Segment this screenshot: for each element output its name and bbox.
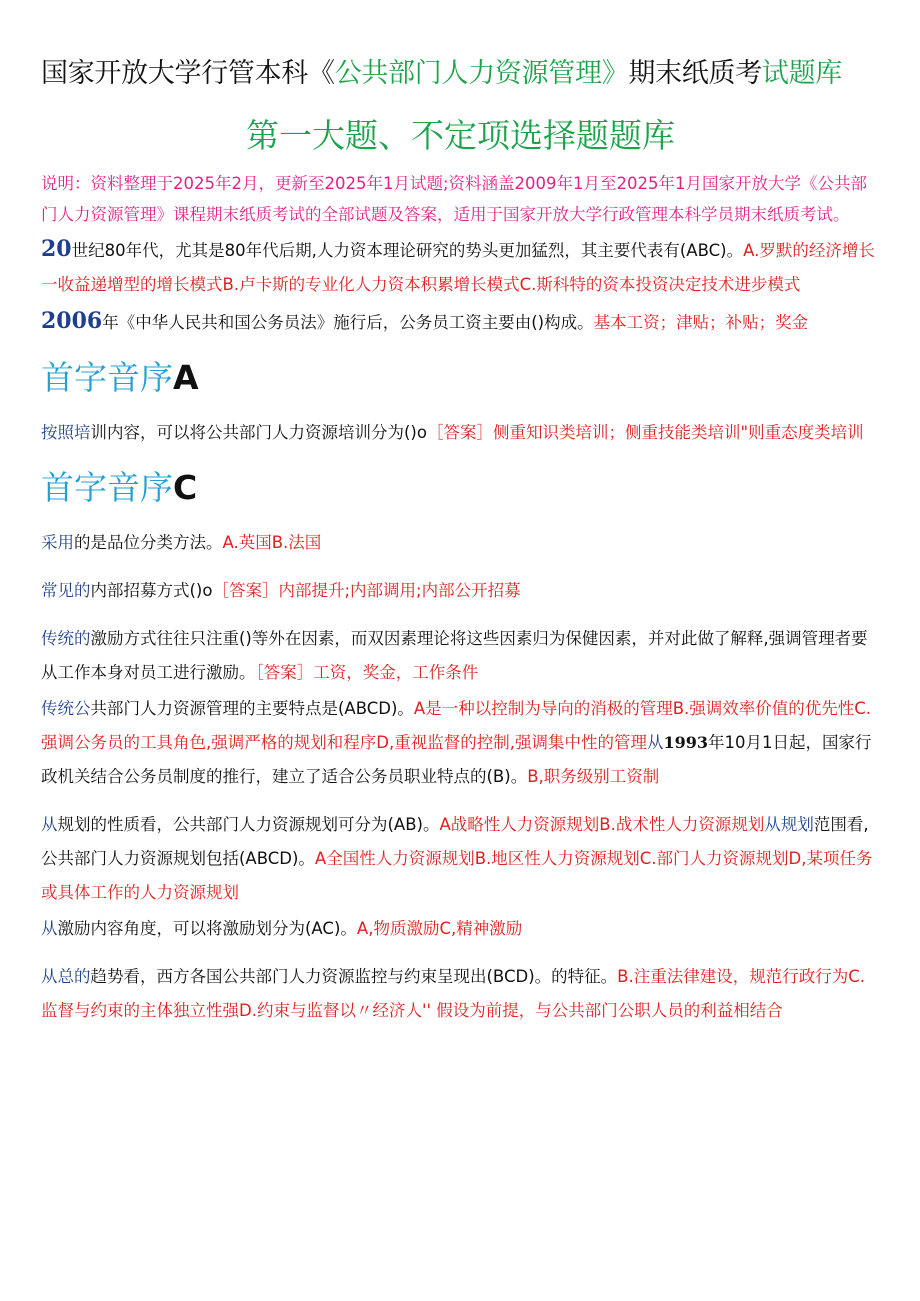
entry-question: 年《中华人民共和国公务员法》施行后，公务员工资主要由()构成。 xyxy=(102,313,594,332)
entry-lead-number: 1993 xyxy=(663,733,708,752)
entry-question: 共部门人力资源管理的主要特点是(ABCD)。 xyxy=(90,699,414,718)
entry-question: 的是品位分类方法。 xyxy=(74,533,223,552)
entry-20th-century xyxy=(41,232,880,302)
entry-lead: 按照培 xyxy=(41,423,91,442)
entry-question: 内部招募方式()o xyxy=(90,581,213,600)
entry-lead: 传统公 xyxy=(41,699,91,718)
entry-answer: A.英国B.法国 xyxy=(222,533,322,552)
entry-answer: ［答案］侧重知识类培训；侧重技能类培训"则重态度类培训 xyxy=(426,423,864,442)
entry-question: 年10月1日起，国家行政机关结合公务员制度的推行，建立了适合公务员职业特点的(B)。 xyxy=(41,733,872,786)
entry-question: 趋势看，西方各国公共部门人力资源监控与约束呈现出(BCD)。的特征。 xyxy=(90,967,618,986)
entry-lead: 从 xyxy=(41,919,58,938)
entry-answer: B,职务级别工资制 xyxy=(527,767,660,786)
entry-planning-nature xyxy=(41,808,880,910)
entry-lead: 2006 xyxy=(41,308,103,334)
title-part-2: 公共部门人力资源管理》 xyxy=(334,58,629,89)
entry-question: 训内容，可以将公共部门人力资源培训分为()o xyxy=(90,423,427,442)
entry-question: 激励方式往往只注重()等外在因素，而双因素理论将这些因素归为保健因素，并对此做了解释,强调管理者要从工作本身对员工进行激励。 xyxy=(41,629,868,682)
title-part-3: 期末纸质考 xyxy=(628,58,762,89)
title-part-1: 国家开放大学行管本科《 xyxy=(41,58,335,89)
entry-lead: 采用 xyxy=(41,533,74,552)
entry-training xyxy=(41,416,880,450)
document-title xyxy=(41,54,880,94)
title-part-4: 试题库 xyxy=(761,58,843,89)
entry-answer: ［答案］内部提升;内部调用;内部公开招募 xyxy=(212,581,521,600)
note-paragraph: 说明：资料整理于2025年2月，更新至2025年1月试题;资料涵盖2009年1月至2025年1月国家开放大学《公共部门人力资源管理》课程期末纸质考试的全部试题及答案，适用于国家开放大学行政管理本科学员期末纸质考试。 xyxy=(41,174,868,224)
entry-question: 规划的性质看，公共部门人力资源规划可分为(AB)。 xyxy=(57,815,440,834)
index-heading-letter: C xyxy=(173,468,198,507)
entry-answer: A.罗默的经济增长一收益递增型的增长模式B.卢卡斯的专业化人力资本积累增长模式C.斯科特的资本投资决定技术进步模式 xyxy=(41,241,875,294)
index-heading-text: 首字音序 xyxy=(41,468,173,507)
entry-western-trend xyxy=(41,960,880,1028)
entry-2006 xyxy=(41,304,880,340)
entry-lead: 常见的 xyxy=(41,581,91,600)
entry-traditional-incentives xyxy=(41,622,880,690)
entry-rank-classification xyxy=(41,526,880,560)
section-title: 第一大题、不定项选择题题库 xyxy=(246,116,675,155)
entry-answer: 基本工资；津贴；补贴；奖金 xyxy=(593,313,809,332)
entry-answer: A战略性人力资源规划B.战术性人力资源规划 xyxy=(439,815,765,834)
entry-traditional-hr-features xyxy=(41,692,880,794)
entry-answer: A,物质激励C,精神激励 xyxy=(356,919,523,938)
entry-question: 世纪80年代，尤其是80年代后期,人力资本理论研究的势头更加猛烈，其主要代表有(ABC)。 xyxy=(71,241,744,260)
entry-lead: 从规划 xyxy=(764,815,814,834)
index-heading-text: 首字音序 xyxy=(41,358,173,397)
entry-question: 范围看,公共部门人力资源规划包括(ABCD)。 xyxy=(41,815,869,868)
entry-incentive-content xyxy=(41,912,880,946)
entry-lead: 传统的 xyxy=(41,629,91,648)
entry-answer: A是一种以控制为导向的消极的管理B.强调效率价值的优先性C.强调公务员的工具角色,强调严格的规划和程序D,重视监督的控制,强调集中性的管理 xyxy=(41,699,872,752)
entry-internal-recruitment xyxy=(41,574,880,608)
index-heading-a xyxy=(41,354,880,402)
entry-lead: 从 xyxy=(646,733,664,752)
entry-answer: A全国性人力资源规划B.地区性人力资源规划C.部门人力资源规划D,某项任务或具体工作的人力资源规划 xyxy=(41,849,873,902)
index-heading-c xyxy=(41,464,880,512)
entry-question: 激励内容角度，可以将激励划分为(AC)。 xyxy=(57,919,357,938)
entry-lead: 20 xyxy=(41,236,72,262)
index-heading-letter: A xyxy=(173,358,199,397)
entry-answer: B.注重法律建设，规范行政行为C.监督与约束的主体独立性强D.约束与监督以〃经济人'' 假设为前提，与公共部门公职人员的利益相结合 xyxy=(41,967,865,1020)
entry-lead: 从总的 xyxy=(41,967,91,986)
entry-lead: 从 xyxy=(41,815,58,834)
entry-answer: ［答案］工资，奖金，工作条件 xyxy=(255,663,479,682)
